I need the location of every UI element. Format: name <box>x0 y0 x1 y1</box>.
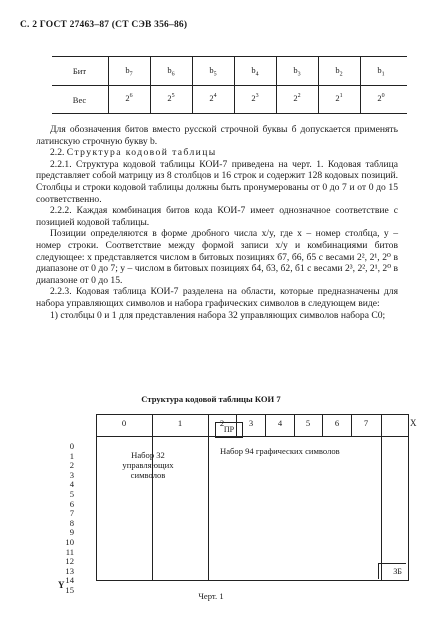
section-heading <box>36 147 398 159</box>
bit-cell <box>240 65 270 78</box>
bit-index: 2 <box>339 71 343 78</box>
x-axis-label: X <box>410 418 417 428</box>
paragraph-2-2-2: 2.2.2. Каждая комбинация битов кода КОИ-7 имеет однозначное соответствие с позицией кодовой таблицы. <box>36 205 398 228</box>
weight-cell <box>198 93 228 103</box>
zb-label: ЗБ <box>378 563 406 579</box>
bit-index: 5 <box>213 71 217 78</box>
code-table-grid <box>96 414 409 581</box>
zb-cell <box>356 563 406 578</box>
column-number: 4 <box>277 418 283 428</box>
paragraph-columns-0-1: 1) столбцы 0 и 1 для представления набора 32 управляющих символов набора С0; <box>50 309 386 321</box>
row-number: 1 <box>69 450 74 461</box>
bit-index: 3 <box>297 71 301 78</box>
bit-row-label: Бит <box>72 66 87 76</box>
bit-cell <box>324 65 354 78</box>
bit-base: b <box>209 65 214 75</box>
row-number: 11 <box>65 546 74 557</box>
weight-exponent: 1 <box>339 93 343 100</box>
column-number: 3 <box>248 418 254 428</box>
page-header: С. 2 ГОСТ 27463–87 (СТ СЭВ 356–86) <box>20 20 188 30</box>
weight-exponent: 5 <box>171 93 175 100</box>
bit-base: b <box>335 65 340 75</box>
bit-cell <box>198 65 228 78</box>
row-number: 8 <box>69 517 74 528</box>
paragraph-positions: Позиции определяются в форме дробного числа x/y, где x – номер столбца, y – номер строки. Соответствие между формой записи x/y и комбинациями битов следующее: x представляется числом в битовых позициях б7, б6, б5 с весами 2², 2¹, 2⁰ в диапазоне от 0 до 7; y – числом в битовых позициях б4, б3, б2, б1 с весами 2³, 2², 2¹, 2⁰ в диапазоне от 0 до 15. <box>36 228 398 286</box>
figure-title: Структура кодовой таблицы КОИ 7 <box>141 394 281 404</box>
row-number: 5 <box>69 489 74 499</box>
paragraph-b-note: Для обозначения битов вместо русской строчной буквы б допускается применять латинскую строчную букву b. <box>36 124 398 147</box>
section-number: 2.2. <box>50 147 65 159</box>
bit-cell <box>282 65 312 78</box>
weight-cell <box>114 93 144 103</box>
bit-base: b <box>125 65 130 75</box>
row-number: 10 <box>65 537 74 547</box>
column-number: 0 <box>121 418 127 428</box>
weight-exponent: 2 <box>297 93 301 100</box>
column-number: 7 <box>363 418 369 428</box>
section-title: Структура кодовой таблицы <box>66 147 217 159</box>
row-number: 4 <box>69 479 74 490</box>
bit-index: 1 <box>381 71 385 78</box>
row-number: 3 <box>69 469 74 480</box>
weight-base: 2 <box>167 93 172 103</box>
bit-index: 7 <box>129 71 133 78</box>
column-number: 6 <box>334 418 340 428</box>
bit-index: 4 <box>255 71 259 78</box>
weight-cell <box>240 93 270 103</box>
column-number: 5 <box>305 418 311 428</box>
row-number: 6 <box>69 498 74 509</box>
text-block <box>36 124 398 321</box>
weight-exponent: 4 <box>213 93 217 100</box>
row-number: 0 <box>69 441 74 451</box>
weight-cell <box>366 93 396 103</box>
bit-base: b <box>167 65 172 75</box>
weight-exponent: 0 <box>381 93 385 100</box>
control-set-label: Набор 32 управляющих символов <box>122 450 174 480</box>
weight-base: 2 <box>125 93 130 103</box>
bit-cell <box>366 65 396 78</box>
row-number: 7 <box>69 508 74 519</box>
row-number: 9 <box>69 527 74 538</box>
row-number: 12 <box>65 556 74 567</box>
bit-index: 6 <box>171 71 175 78</box>
row-number: 13 <box>65 565 74 576</box>
weight-base: 2 <box>209 93 214 103</box>
weight-base: 2 <box>335 93 340 103</box>
weight-base: 2 <box>251 93 256 103</box>
bit-cell <box>114 65 144 78</box>
bit-base: b <box>251 65 256 75</box>
bits-table <box>52 56 407 114</box>
row-number: 2 <box>69 460 74 471</box>
weight-exponent: 3 <box>255 93 259 100</box>
pr-cell: ПР <box>215 422 243 438</box>
weight-base: 2 <box>377 93 382 103</box>
graphic-set-label: Набор 94 графических символов <box>220 446 340 456</box>
bit-base: b <box>377 65 382 75</box>
row-number: 15 <box>65 585 74 595</box>
weight-exponent: 6 <box>129 93 133 100</box>
column-number: 2 <box>219 418 225 428</box>
paragraph-2-2-1: 2.2.1. Структура кодовой таблицы КОИ-7 приведена на черт. 1. Кодовая таблица представляет собой матрицу из 8 столбцов и 16 строк и содержит 128 кодовых позиций. Столбцы и строки кодовой таблицы должны быть пронумерованы от 0 до 7 и от 0 до 15 соответственно. <box>36 158 398 205</box>
weight-cell <box>282 93 312 103</box>
weight-row-label: Вес <box>72 95 87 105</box>
weight-base: 2 <box>293 93 298 103</box>
bit-cell <box>156 65 186 78</box>
y-axis-label: Y <box>58 580 65 590</box>
figure-caption: Черт. 1 <box>198 591 224 601</box>
paragraph-2-2-3: 2.2.3. Кодовая таблица КОИ-7 разделена на области, которые предназначены для набора управляющих символов и набора графических символов в следующем виде: <box>36 286 398 309</box>
weight-cell <box>156 93 186 103</box>
bit-base: b <box>293 65 298 75</box>
row-number: 14 <box>65 575 74 586</box>
column-number: 1 <box>177 418 183 428</box>
weight-cell <box>324 93 354 103</box>
